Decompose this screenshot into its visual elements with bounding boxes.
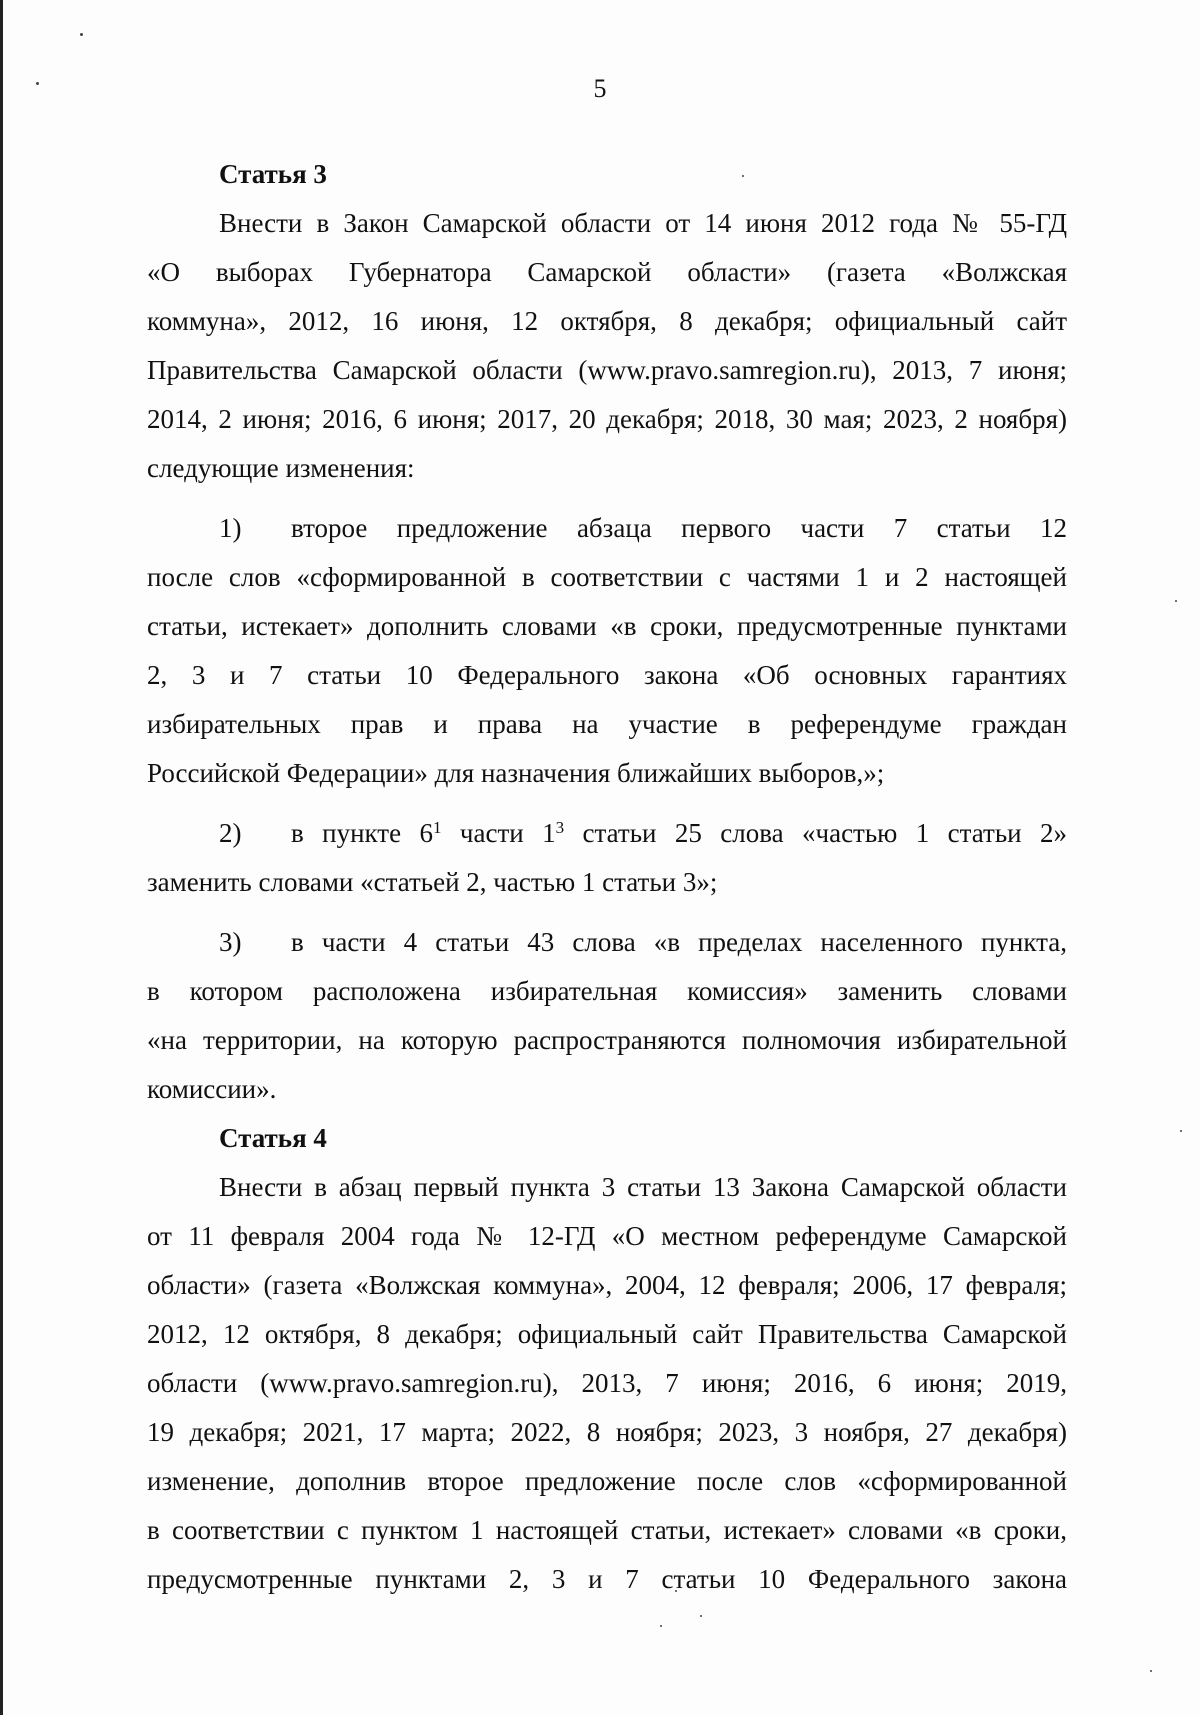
item-2-first-line [147,809,1067,858]
article-4-line: предусмотренные пунктами 2, 3 и 7 статьи 10 Федерального закона [147,1564,1067,1594]
scan-speck [1175,600,1177,602]
item-1-line: после слов «сформированной в соответствии с частями 1 и 2 настоящей [147,562,1067,592]
item-2-text-a: в пункте 6 [291,818,433,848]
item-3-number: 3) [219,927,242,957]
item-1-line: статьи, истекает» дополнить словами «в сроки, предусмотренные пунктами [147,611,1067,641]
item-1-line: 2, 3 и 7 статьи 10 Федерального закона «Об основных гарантиях [147,660,1067,690]
item-2-superscript-a: 1 [433,818,442,837]
document-body [147,150,1067,1604]
article-3-heading: Статья 3 [219,159,327,189]
item-3-line: в котором расположена избирательная комиссия» заменить словами [147,976,1067,1006]
article-3-intro-line: «О выборах Губернатора Самарской области» (газета «Волжская [147,257,1067,287]
item-1-line: избирательных прав и права на участие в референдуме граждан [147,709,1067,739]
article-4-line: Внести в абзац первый пункта 3 статьи 13 Закона Самарской области [219,1172,1067,1202]
article-4-line: 19 декабря; 2021, 17 марта; 2022, 8 ноября; 2023, 3 ноября, 27 декабря) [147,1417,1067,1447]
scan-speck [1180,1130,1182,1132]
item-3-first-line [147,918,1067,967]
scan-left-edge [0,0,3,1715]
scan-speck [700,1615,702,1617]
item-1-line: Российской Федерации» для назначения ближайших выборов,»; [147,758,885,788]
article-3-intro-line: 2014, 2 июня; 2016, 6 июня; 2017, 20 декабря; 2018, 30 мая; 2023, 2 ноября) [147,404,1067,434]
item-2-superscript-b: 3 [555,818,565,837]
article-3-intro-line: Правительства Самарской области (www.pravo.samregion.ru), 2013, 7 июня; [147,355,1067,385]
article-4-line: от 11 февраля 2004 года № 12-ГД «О местном референдуме Самарской [147,1221,1067,1251]
article-4-line: 2012, 12 октября, 8 декабря; официальный сайт Правительства Самарской [147,1319,1067,1349]
article-4-line: изменение, дополнив второе предложение после слов «сформированной [147,1466,1067,1496]
item-3-line: комиссии». [147,1074,277,1104]
item-3-text: в части 4 статьи 43 слова «в пределах населенного пункта, [291,927,1067,957]
item-1-first-line [147,504,1067,553]
item-1-number: 1) [219,513,242,543]
article-3-intro-line: Внести в Закон Самарской области от 14 июня 2012 года № 55-ГД [219,208,1067,238]
scan-speck [660,1625,662,1627]
item-2-text-b: части 1 [441,818,556,848]
page-number: 5 [593,74,607,103]
article-4-line: в соответствии с пунктом 1 настоящей статьи, истекает» словами «в сроки, [147,1515,1067,1545]
article-4-line: области» (газета «Волжская коммуна», 2004, 12 февраля; 2006, 17 февраля; [147,1270,1067,1300]
item-3-line: «на территории, на которую распространяются полномочия избирательной [147,1025,1067,1055]
scan-speck [1150,1670,1152,1672]
article-4-line: области (www.pravo.samregion.ru), 2013, 7 июня; 2016, 6 июня; 2019, [147,1368,1067,1398]
item-1-text: второе предложение абзаца первого части 7 статьи 12 [291,513,1067,543]
item-2-number: 2) [219,818,242,848]
item-2-text-c: статьи 25 слова «частью 1 статьи 2» [564,818,1067,848]
item-2-line: заменить словами «статьей 2, частью 1 статьи 3»; [147,867,718,897]
article-3-intro-line: следующие изменения: [147,453,415,483]
article-4-heading: Статья 4 [219,1123,327,1153]
scan-speck [80,33,83,36]
article-3-intro-line: коммуна», 2012, 16 июня, 12 октября, 8 декабря; официальный сайт [147,306,1067,336]
